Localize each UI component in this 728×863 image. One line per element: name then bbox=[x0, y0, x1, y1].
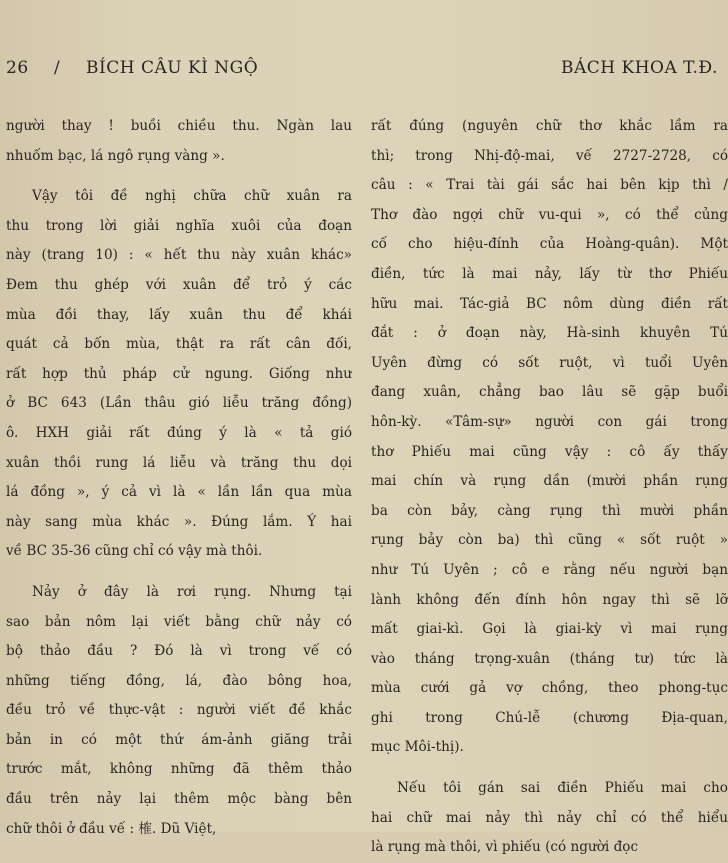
paragraph-gap bbox=[371, 763, 728, 774]
text-line: như Tú Uyên ; cô e rằng nếu người bạn bbox=[371, 561, 728, 578]
text-line: sao bản nôm lại viết bằng chữ nảy có bbox=[6, 613, 352, 630]
text-line: là rụng mà thôi, vì phiếu (có người đọc bbox=[371, 839, 639, 856]
text-line: lá đồng », ý cả vì là « lần lần qua mùa bbox=[6, 484, 352, 501]
paragraph-gap bbox=[6, 567, 352, 578]
text-line: đắt : ở đoạn này, Hà-sinh khuyên Tú bbox=[371, 325, 728, 342]
text-line: ở BC 643 (Lần thâu gió liễu trăng đồng) bbox=[6, 395, 352, 412]
text-line: Uyên đừng có sốt ruột, vì tuổi Uyên bbox=[371, 354, 728, 371]
text-line: về BC 35-36 cũng chỉ có vậy mà thôi. bbox=[6, 543, 263, 560]
text-line: Nếu tôi gán sai điền Phiếu mai cho bbox=[397, 780, 728, 797]
text-line: bản in có một thứ ám-ảnh giăng trải bbox=[6, 731, 352, 748]
paragraph-gap bbox=[6, 171, 352, 182]
left-column bbox=[6, 112, 352, 844]
text-line: này sang mùa khác ». Đúng lắm. Ý hai bbox=[6, 513, 352, 530]
text-line: vào tháng trọng-xuân (tháng tư) tức là bbox=[371, 650, 728, 667]
text-line: đầu trên nảy lại thêm mộc bàng bên bbox=[6, 791, 352, 808]
text-line: ghi trong Chú-lễ (chương Địa-quan, bbox=[371, 709, 728, 726]
text-line: điền, tức là mai nảy, lấy từ thơ Phiếu bbox=[371, 265, 728, 282]
text-line: mùa đồi thay, lấy xuân thu để khái bbox=[6, 306, 352, 323]
text-line: ba còn bảy, càng rụng thì mười phần bbox=[371, 502, 728, 519]
running-title-book: BÍCH CÂU KÌ NGỘ bbox=[86, 58, 259, 78]
text-line: mùa cưới gả vợ chồng, theo phong-tục bbox=[371, 680, 728, 697]
text-line: xuân thồi rung lá liễu và trăng thu dọi bbox=[6, 454, 352, 471]
running-title-magazine: BÁCH KHOA T.Đ. bbox=[561, 58, 718, 78]
text-line: bộ thảo đầu ? Đó là vì trong vế có bbox=[6, 643, 352, 660]
right-column bbox=[371, 112, 728, 863]
text-line: Vậy tôi đề nghị chữa chữ xuân ra bbox=[32, 188, 352, 205]
page-number: 26 bbox=[6, 58, 29, 78]
text-line: Đem thu ghép với xuân để trỏ ý các bbox=[6, 276, 352, 293]
text-line: thì; trong Nhị-độ-mai, vế 2727-2728, có bbox=[371, 147, 728, 164]
text-line: người thay ! buồi chiều thu. Ngàn lau bbox=[6, 118, 352, 134]
text-line: hai chữ mai nảy thì nảy chỉ có thể hiểu bbox=[371, 809, 728, 826]
text-line: cố cho hiệu-đính của Hoàng-quân). Một bbox=[371, 236, 728, 253]
paragraph bbox=[371, 112, 728, 763]
text-line: hữu mai. Tác-giả BC nôm dùng điền rất bbox=[371, 295, 728, 312]
text-line: những tiếng đồng, lá, đào bông hoa, bbox=[6, 672, 352, 689]
text-line: trước mắt, không những đã thêm thảo bbox=[6, 761, 352, 778]
header-separator: / bbox=[54, 58, 61, 78]
text-line: này (trang 10) : « hết thu này xuân khác» bbox=[6, 247, 352, 264]
text-line: câu : « Trai tài gái sắc hai bên kịp thì / bbox=[371, 177, 728, 194]
text-line: Nảy ở đây là rơi rụng. Nhưng tại bbox=[32, 583, 352, 600]
text-line: đang xuân, chẳng bao lâu sẽ gặp buổi bbox=[371, 384, 728, 401]
paragraph bbox=[6, 182, 352, 567]
text-line: rất đúng (nguyên chữ thơ khắc lầm ra bbox=[371, 118, 728, 134]
text-line: rụng bảy còn ba) thì cũng « sốt ruột » bbox=[371, 532, 728, 549]
text-line: thu trong lời giải nghĩa xuôi của đoạn bbox=[6, 217, 352, 234]
text-line: rất hợp thủ pháp cử ngung. Giống như bbox=[6, 365, 352, 382]
text-line: mục Môi-thị). bbox=[371, 739, 464, 756]
text-line: lành không đến đính hôn ngay thì sẽ lỡ bbox=[371, 591, 728, 608]
text-line: Thơ đào ngợi chữ vu-qui », có thể củng bbox=[371, 206, 728, 223]
text-line: đều trỏ về thực-vật : người viết đề khắc bbox=[6, 702, 352, 719]
text-line: nhuốm bạc, lá ngô rụng vàng ». bbox=[6, 147, 225, 164]
text-line: hôn-kỳ. «Tâm-sự» người con gái trong bbox=[371, 413, 728, 430]
text-line: mất giai-kì. Gọi là giai-kỳ vì mai rụng bbox=[371, 621, 728, 638]
text-line: ô. HXH giải rất đúng ý là « tả gió bbox=[6, 424, 352, 441]
text-line: thơ Phiếu mai cũng vậy : cô ấy thấy bbox=[371, 443, 728, 460]
text-line: chữ thôi ở đầu vế : 榷. Dũ Việt, bbox=[6, 820, 217, 837]
paragraph bbox=[6, 112, 352, 171]
text-line: quát cả bốn mùa, thật ra rất cân đối, bbox=[6, 336, 352, 353]
paragraph bbox=[371, 774, 728, 863]
text-line: mai chín và rụng dần (mười phần rụng bbox=[371, 473, 728, 490]
paragraph bbox=[6, 578, 352, 844]
page-header bbox=[6, 58, 728, 88]
